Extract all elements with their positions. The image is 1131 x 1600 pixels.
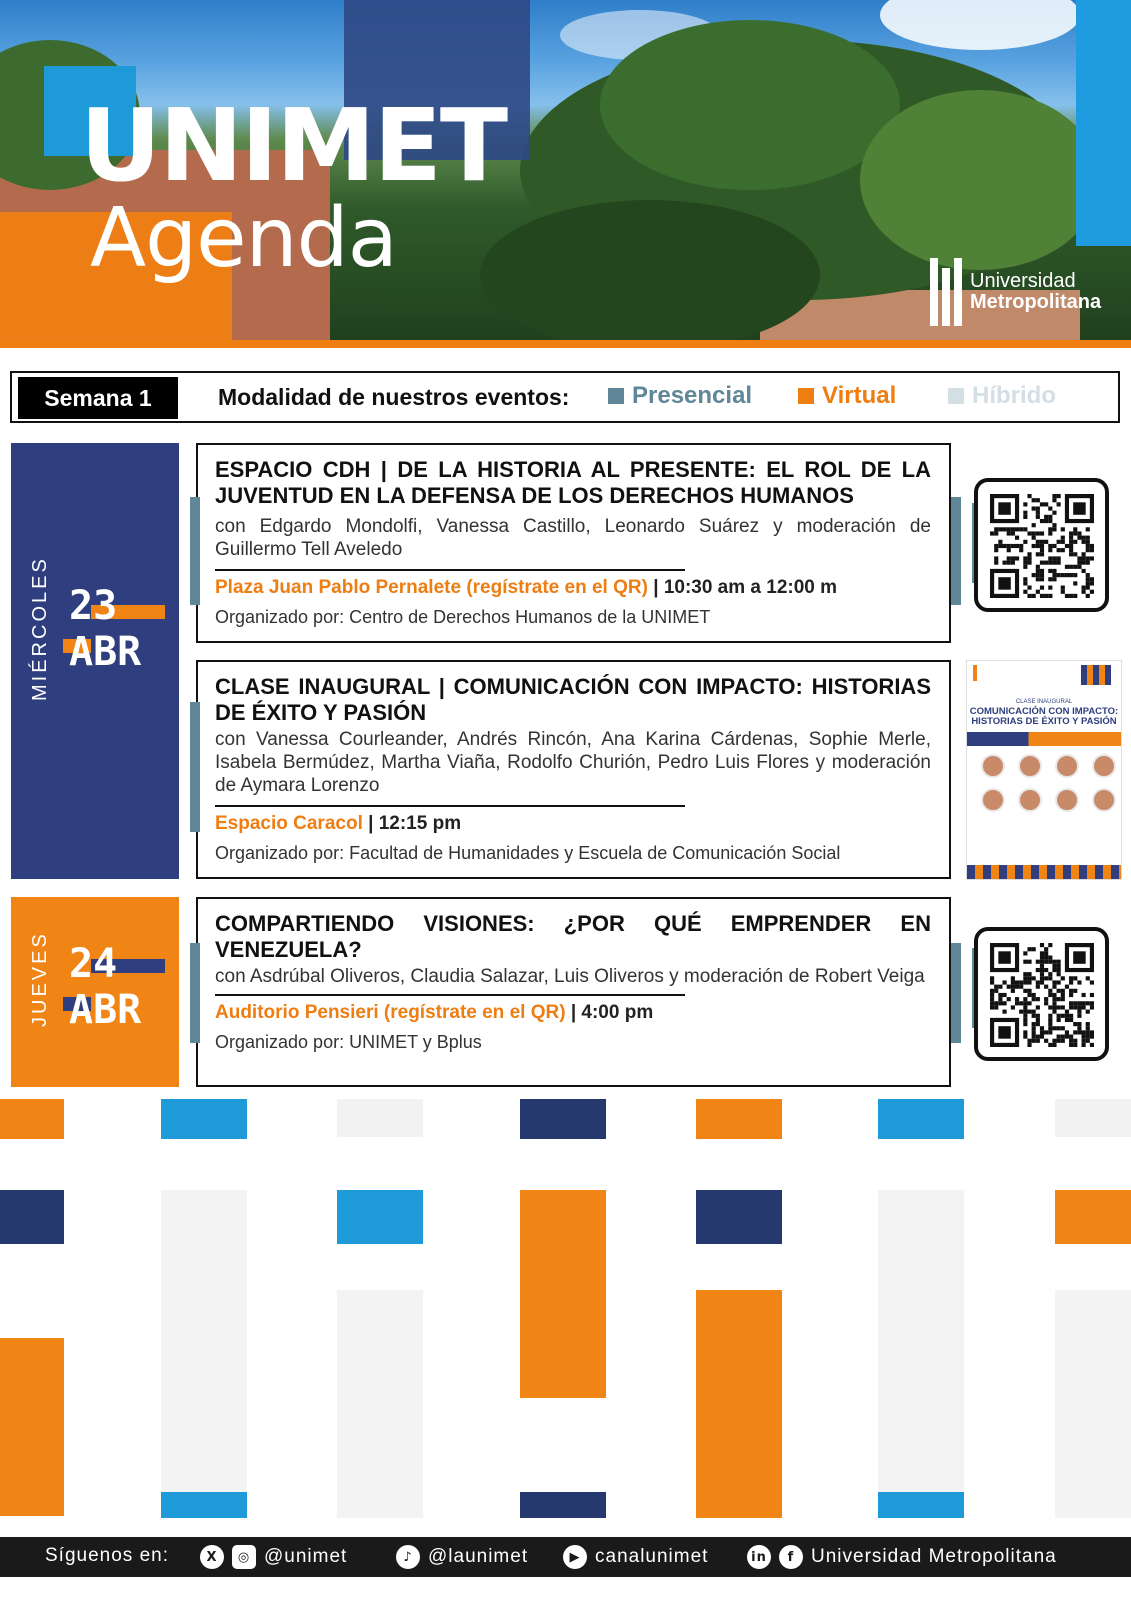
day-number: 24: [69, 941, 118, 987]
social-linkedin-facebook[interactable]: [747, 1545, 1057, 1569]
week-label: Semana 1: [18, 377, 178, 419]
event-speakers: con Asdrúbal Oliveros, Claudia Salazar, Luis Oliveros y moderación de Robert Veiga: [215, 965, 925, 987]
social-tiktok[interactable]: [396, 1545, 528, 1569]
legend-hibrido: Híbrido: [948, 382, 1056, 410]
legend-virtual: Virtual: [798, 382, 896, 410]
event-speakers: con Edgardo Mondolfi, Vanessa Castillo, Leonardo Suárez y moderación de Guillermo Tell Aveledo: [215, 515, 931, 561]
event-card: [196, 897, 951, 1087]
event-location: [215, 813, 931, 835]
logo-icon: [930, 258, 962, 326]
logo-line1: Universidad: [970, 270, 1076, 292]
event-title: CLASE INAUGURAL | COMUNICACIÓN CON IMPACTO: HISTORIAS DE ÉXITO Y PASIÓN: [215, 674, 931, 725]
handle-universidad: Universidad Metropolitana: [811, 1546, 1057, 1567]
day-name: MIÉRCOLES: [29, 556, 51, 701]
qr-code-icon: [990, 943, 1094, 1047]
instagram-icon[interactable]: ◎: [232, 1545, 256, 1569]
follow-label: Síguenos en:: [45, 1545, 169, 1566]
square-icon: [948, 388, 964, 404]
event-flyer[interactable]: [966, 660, 1122, 880]
x-icon[interactable]: X: [200, 1545, 224, 1569]
facebook-icon[interactable]: f: [779, 1545, 803, 1569]
week-bar: [10, 371, 1120, 423]
orange-divider: [0, 340, 1131, 348]
qr-code[interactable]: [974, 927, 1109, 1061]
flyer-title: COMUNICACIÓN CON IMPACTO: HISTORIAS DE ÉXITO Y PASIÓN: [969, 706, 1119, 728]
social-x-instagram[interactable]: [200, 1545, 347, 1569]
day-thursday: [11, 897, 179, 1087]
social-youtube[interactable]: [563, 1545, 708, 1569]
page-title: UNIMET: [80, 87, 507, 204]
event-time: | 4:00 pm: [570, 1002, 654, 1024]
handle-unimet: @unimet: [264, 1546, 348, 1567]
modalities-label: Modalidad de nuestros eventos:: [218, 384, 570, 410]
event-time: | 12:15 pm: [368, 813, 462, 835]
day-name: JUEVES: [29, 931, 51, 1027]
flyer-band: [967, 732, 1121, 746]
divider: [215, 994, 685, 996]
event-title: ESPACIO CDH | DE LA HISTORIA AL PRESENTE: EL ROL DE LA JUVENTUD EN LA DEFENSA DE LOS DERECHOS HUMANOS: [215, 457, 931, 508]
blue-accent-strip: [1076, 0, 1131, 246]
event-organizer: Organizado por: Facultad de Humanidades y Escuela de Comunicación Social: [215, 843, 841, 864]
event-place: Plaza Juan Pablo Pernalete (regístrate en el QR): [215, 577, 648, 599]
qr-code-icon: [990, 494, 1094, 598]
event-card: [196, 443, 951, 643]
youtube-icon[interactable]: ▶: [563, 1545, 587, 1569]
flyer-pattern: [967, 865, 1122, 879]
day-month: ABR: [69, 629, 142, 675]
event-place: Auditorio Pensieri (regístrate en el QR): [215, 1002, 566, 1024]
logo-line2: Metropolitana: [970, 291, 1102, 313]
qr-code[interactable]: [974, 478, 1109, 612]
event-location: [215, 577, 931, 599]
event-speakers: con Vanessa Courleander, Andrés Rincón, Ana Karina Cárdenas, Sophie Merle, Isabela Bermúdez, Martha Viaña, Rodolfo Churión, Pedro Luis Flores y moderación de Aymara Lorenzo: [215, 728, 931, 797]
handle-launimet: @launimet: [428, 1546, 529, 1567]
linkedin-icon[interactable]: in: [747, 1545, 771, 1569]
social-footer: [0, 1537, 1131, 1577]
flyer-subtitle: CLASE INAUGURAL: [1015, 699, 1073, 705]
tiktok-icon[interactable]: ♪: [396, 1545, 420, 1569]
event-card: [196, 660, 951, 879]
university-logo: [930, 258, 1101, 326]
header-photo: [0, 0, 1131, 348]
legend-presencial: Presencial: [608, 382, 752, 410]
speaker-avatars: [967, 746, 1121, 812]
page-subtitle: Agenda: [90, 191, 397, 286]
divider: [215, 805, 685, 807]
day-wednesday: [11, 443, 179, 879]
event-place: Espacio Caracol: [215, 813, 363, 835]
event-title: COMPARTIENDO VISIONES: ¿POR QUÉ EMPRENDER EN VENEZUELA?: [215, 911, 931, 962]
day-month: ABR: [69, 987, 142, 1033]
event-location: [215, 1002, 931, 1024]
event-organizer: Organizado por: Centro de Derechos Humanos de la UNIMET: [215, 607, 711, 628]
event-time: | 10:30 am a 12:00 m: [653, 577, 838, 599]
day-number: 23: [69, 583, 118, 629]
event-organizer: Organizado por: UNIMET y Bplus: [215, 1032, 482, 1053]
divider: [215, 569, 685, 571]
square-icon: [798, 388, 814, 404]
handle-canalunimet: canalunimet: [595, 1546, 709, 1567]
square-icon: [608, 388, 624, 404]
